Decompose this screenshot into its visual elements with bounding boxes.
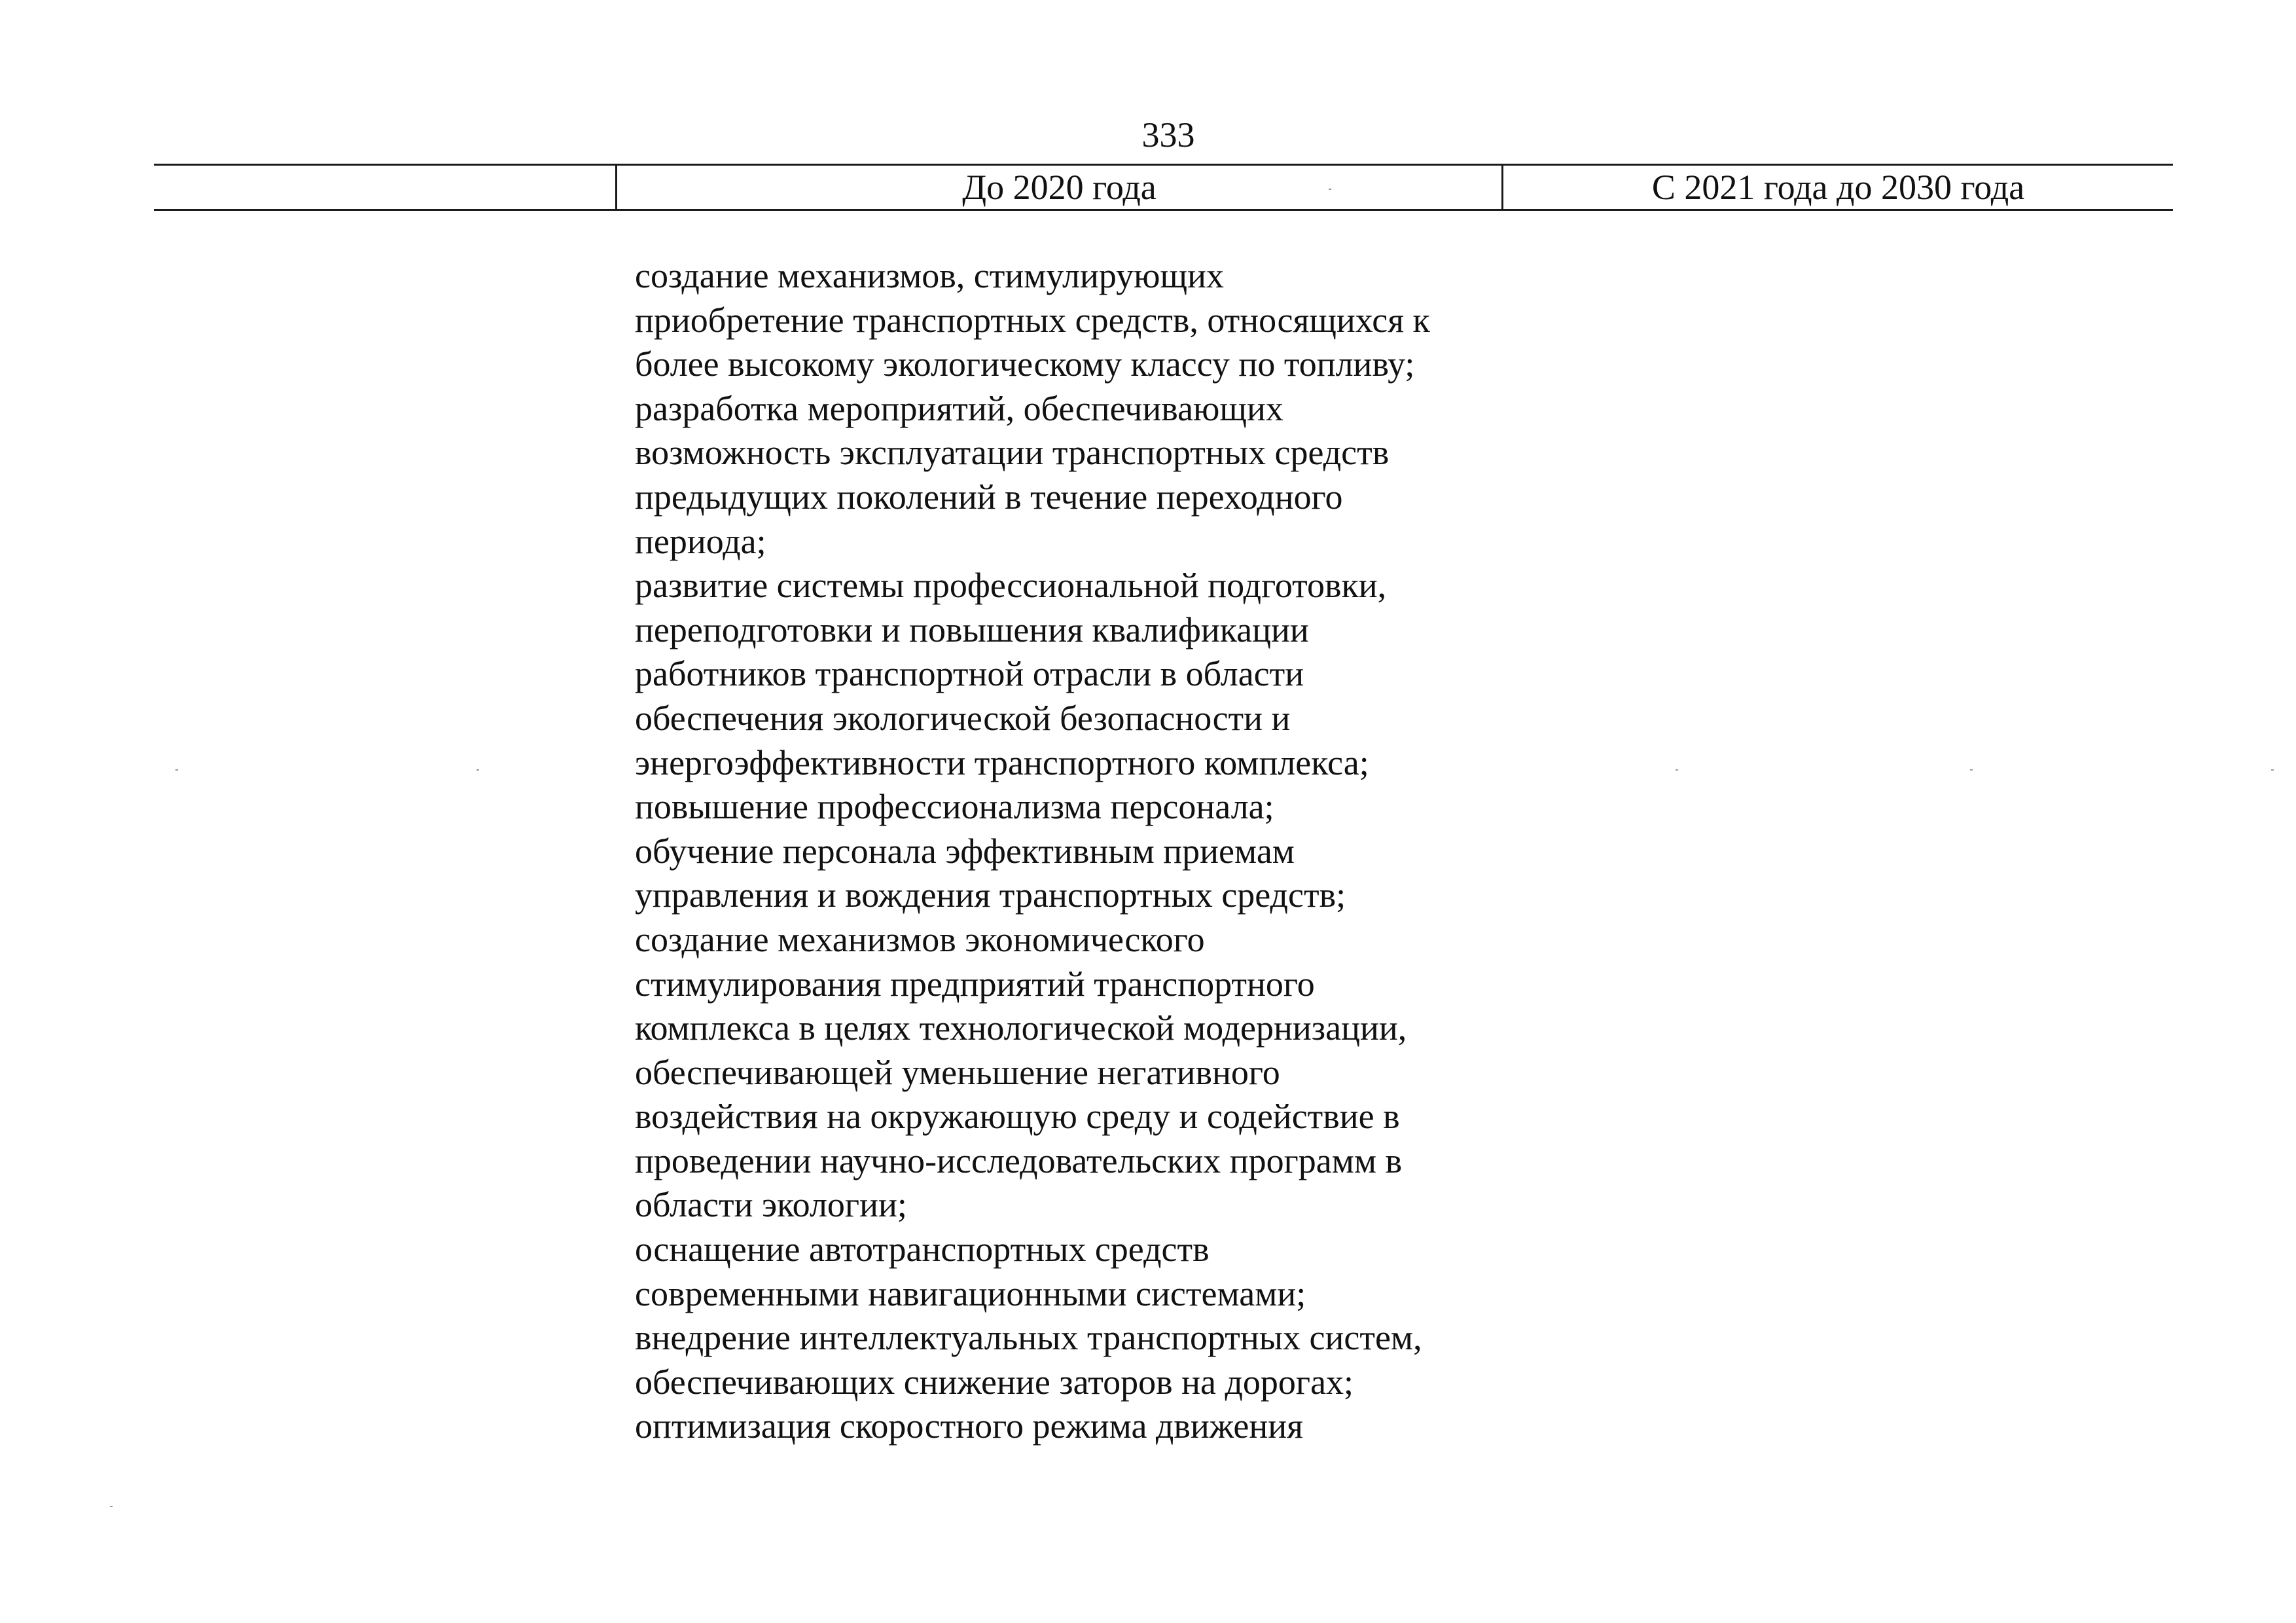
body-line: области экологии; bbox=[635, 1185, 907, 1225]
body-line: оснащение автотранспортных средств bbox=[635, 1230, 1210, 1269]
body-line: работников транспортной отрасли в области bbox=[635, 654, 1304, 694]
body-text bbox=[635, 254, 1551, 1449]
body-line: приобретение транспортных средств, относящихся к bbox=[635, 300, 1430, 340]
scan-speck bbox=[2271, 769, 2274, 771]
body-line: периода; bbox=[635, 521, 766, 561]
table-header-cell-2021-2030: С 2021 года до 2030 года bbox=[1651, 168, 2025, 207]
body-line: обеспечивающих снижение заторов на дорогах; bbox=[635, 1362, 1354, 1402]
body-line: разработка мероприятий, обеспечивающих bbox=[635, 388, 1283, 428]
body-line: развитие системы профессиональной подготовки, bbox=[635, 566, 1387, 606]
scan-speck bbox=[175, 769, 178, 771]
table-header bbox=[154, 164, 2173, 211]
table-header-cell-empty bbox=[154, 166, 617, 209]
body-line: стимулирования предприятий транспортного bbox=[635, 964, 1315, 1004]
body-line: переподготовки и повышения квалификации bbox=[635, 610, 1309, 649]
body-line: оптимизация скоростного режима движения bbox=[635, 1406, 1303, 1446]
body-line: энергоэффективности транспортного комплекса; bbox=[635, 742, 1369, 782]
body-line: управления и вождения транспортных средств; bbox=[635, 875, 1346, 915]
body-line: воздействия на окружающую среду и содействие в bbox=[635, 1097, 1400, 1137]
table-header-cell-until-2020: До 2020 года bbox=[617, 166, 1503, 209]
scan-speck bbox=[1970, 769, 1973, 771]
scan-speck bbox=[110, 1506, 113, 1507]
scan-speck bbox=[1676, 769, 1678, 771]
body-line: внедрение интеллектуальных транспортных систем, bbox=[635, 1318, 1422, 1358]
scan-speck bbox=[1329, 189, 1331, 190]
body-line: предыдущих поколений в течение переходного bbox=[635, 477, 1343, 517]
page-number: 333 bbox=[1141, 115, 1195, 155]
body-line: современными навигационными системами; bbox=[635, 1273, 1306, 1313]
body-line: создание механизмов экономического bbox=[635, 919, 1205, 959]
body-line: создание механизмов, стимулирующих bbox=[635, 256, 1224, 295]
body-line: комплекса в целях технологической модернизации, bbox=[635, 1008, 1407, 1048]
scan-speck bbox=[476, 769, 479, 771]
body-line: повышение профессионализма персонала; bbox=[635, 787, 1274, 827]
body-line: обеспечения экологической безопасности и bbox=[635, 698, 1291, 738]
body-line: проведении научно-исследовательских программ в bbox=[635, 1140, 1403, 1180]
body-line: более высокому экологическому классу по топливу; bbox=[635, 344, 1415, 384]
body-line: обучение персонала эффективным приемам bbox=[635, 831, 1295, 871]
body-line: обеспечивающей уменьшение негативного bbox=[635, 1052, 1280, 1092]
body-line: возможность эксплуатации транспортных средств bbox=[635, 433, 1390, 473]
